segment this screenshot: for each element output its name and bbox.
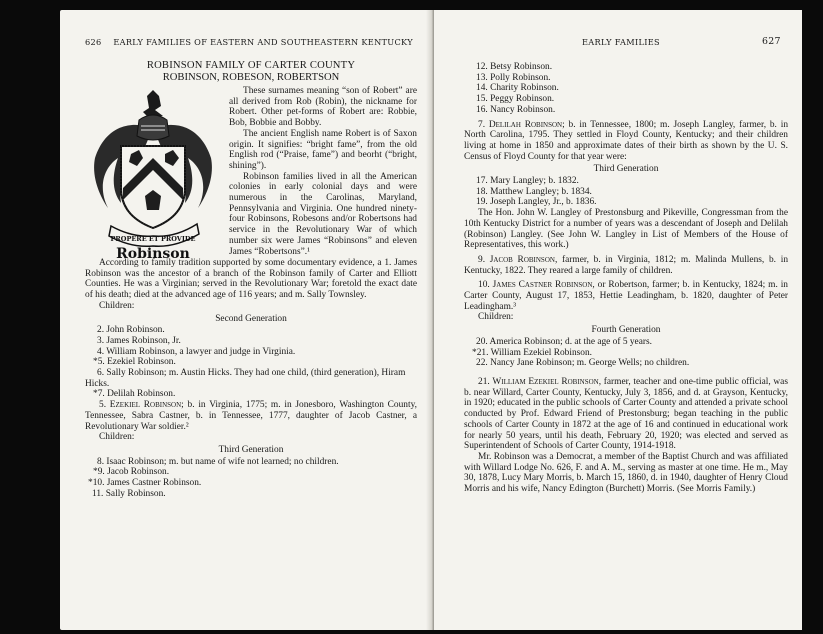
list-item: *5. Ezekiel Robinson. (93, 357, 176, 368)
ezekiel-entry: 5. Ezekiel Robinson; b. in Virginia, 1775; m. in Jonesboro, Washington County, Tennessee, Sabra Castner, b. in Tennessee, 1777, daughter of Jacob Castner, a Revolutionary War soldier.² (85, 400, 418, 432)
list-item: 16. Nancy Robinson. (476, 104, 556, 115)
list-item: 3. James Robinson, Jr. (97, 335, 181, 346)
right-page-number: 627 (762, 36, 781, 47)
right-content (464, 62, 788, 495)
page-title: ROBINSON FAMILY OF CARTER COUNTY (146, 60, 356, 71)
left-page-number: 626 (85, 37, 102, 47)
intro-paragraph-1: These surnames meaning “son of Robert” are all derived from Rob (Robin), the nickname for Robert. Other pet-forms of Robert are: Robbie, Bob, Bobbie and Bobby. (229, 86, 417, 129)
left-page (60, 10, 430, 630)
list-item: 19. Joseph Langley, Jr., b. 1836. (476, 197, 597, 208)
list-item: *21. William Ezekiel Robinson. (472, 347, 593, 358)
intro-paragraph-3: Robinson families lived in all the American colonies in early colonial days and were numerous in the Carolinas, Maryland, Pennsylvania and Virginia. One hundred ninety-four Robinsons, Robesons and/or Robertsons had service in the Revolutionary War of which number six were James “Robinsons” and eleven James “Robertsons”.¹ (229, 171, 417, 257)
list-item: 14. Charity Robinson. (476, 83, 559, 94)
left-content (85, 60, 417, 499)
list-item: 13. Polly Robinson. (476, 72, 551, 83)
list-item: 4. William Robinson, a lawyer and judge in Virginia. (97, 346, 296, 357)
list-item: 18. Matthew Langley; b. 1834. (476, 186, 592, 197)
delilah-entry: 7. Delilah Robinson; b. in Tennessee, 1800; m. Joseph Langley, farmer, b. in North Carolina, 1795. They settled in Floyd County, Kentucky; and their children living at home in 1850 and approximate dates of their birth as shown by the U. S. Census of Floyd County for that year were: (464, 119, 789, 162)
jacob-entry: 9. Jacob Robinson, farmer, b. in Virginia, 1812; m. Malinda Mullens, b. in Kentucky, 1822. They reared a large family of children. (464, 254, 789, 276)
children-label: Children: (99, 300, 135, 311)
list-item: 20. America Robinson; d. at the age of 5 years. (476, 336, 652, 347)
right-page (434, 10, 802, 630)
langley-paragraph: The Hon. John W. Langley of Prestonsburg and Pikeville, Congressman from the 10th Kentucky District for a number of years was a descendant of Joseph and Delilah (Robinson) Langley. (See John W. Langley in List of Members of the House of Representatives, this work.) (464, 208, 788, 251)
children-label: Children: (99, 432, 135, 443)
coat-of-arms-image (83, 88, 223, 258)
children-label: Children: (478, 312, 514, 323)
generation-heading: Second Generation (215, 313, 287, 324)
list-item: 11. Sally Robinson. (92, 488, 166, 499)
intro-paragraph-2: The ancient English name Robert is of Saxon origin. It signifies: “bright fame”, from the old English rod (“Praise, fame”) and beorht (“bright, shining”). (229, 128, 417, 171)
crest-motto: PROPERE ET PROVIDE (110, 235, 196, 243)
list-item: 12. Betsy Robinson. (476, 62, 553, 72)
james-castner-entry: 10. James Castner Robinson, or Robertson, farmer; b. in Kentucky, 1824; m. in Carter County, August 17, 1853, Hettie Leadingham, b. 1820, daughter of Peter Leadingham.³ (464, 280, 788, 312)
list-item: 15. Peggy Robinson. (476, 94, 555, 105)
william-entry: 21. William Ezekiel Robinson, farmer, teacher and one-time public official, was b. near Willard, Carter County, Kentucky, July 3, 1856, and d. at Grayson, Kentucky, in 1920; educated in the public schools of Carter County and attended a private school conducted by Prof. Edward Friend of Prestonsburg; began teaching in the public schools of Carter County in 1872 at the age of 16 and continued in educational work for nearly 50 years, until his death, February 20, 1920; was elected and served as Superintendent of Schools of Carter County, 1914-1918. (464, 376, 788, 452)
page-subtitle: ROBINSON, ROBESON, ROBERTSON (162, 72, 340, 83)
generation-heading: Third Generation (593, 164, 659, 175)
left-header (85, 37, 413, 47)
right-running-title: EARLY FAMILIES (582, 37, 660, 47)
list-item: *7. Delilah Robinson. (93, 389, 176, 400)
list-item: *9. Jacob Robinson. (93, 467, 170, 478)
list-item: 6. Sally Robinson; m. Austin Hicks. They had one child, (third generation), Hiram Hicks. (85, 368, 406, 389)
list-item: 22. Nancy Jane Robinson; m. George Wells; no children. (476, 358, 690, 369)
list-item: 17. Mary Langley; b. 1832. (476, 176, 579, 187)
closing-paragraph: Mr. Robinson was a Democrat, a member of the Baptist Church and was affiliated with Willard Lodge No. 626, F. and A. M., serving as master at one time. He m., May 30, 1878, Lucy Mary Morris, b. March 15, 1860, d. in 1940, daughter of Henry Cloud Morris and his wife, Nancy Edington (Burchett) Morris. (See Morris Family.) (464, 451, 788, 495)
list-item: 2. John Robinson. (97, 325, 165, 336)
crest-name-label: Robinson (116, 246, 190, 258)
left-running-title: EARLY FAMILIES OF EASTERN AND SOUTHEASTERN KENTUCKY (113, 37, 413, 47)
generation-heading: Third Generation (218, 444, 284, 455)
generation-heading: Fourth Generation (591, 325, 661, 336)
tradition-paragraph: According to family tradition supported by some documentary evidence, a 1. James Robinson was the ancestor of a branch of the Robinson family of Carter and Elliott Counties. He was a Virginian; served in the Revolutionary War; foretold the exact date of his death; died at the advanced age of 116 years; and m. Sally Townsley. (85, 258, 417, 301)
list-item: *10. James Castner Robinson. (88, 478, 202, 489)
list-item: 8. Isaac Robinson; m. but name of wife not learned; no children. (97, 456, 339, 467)
